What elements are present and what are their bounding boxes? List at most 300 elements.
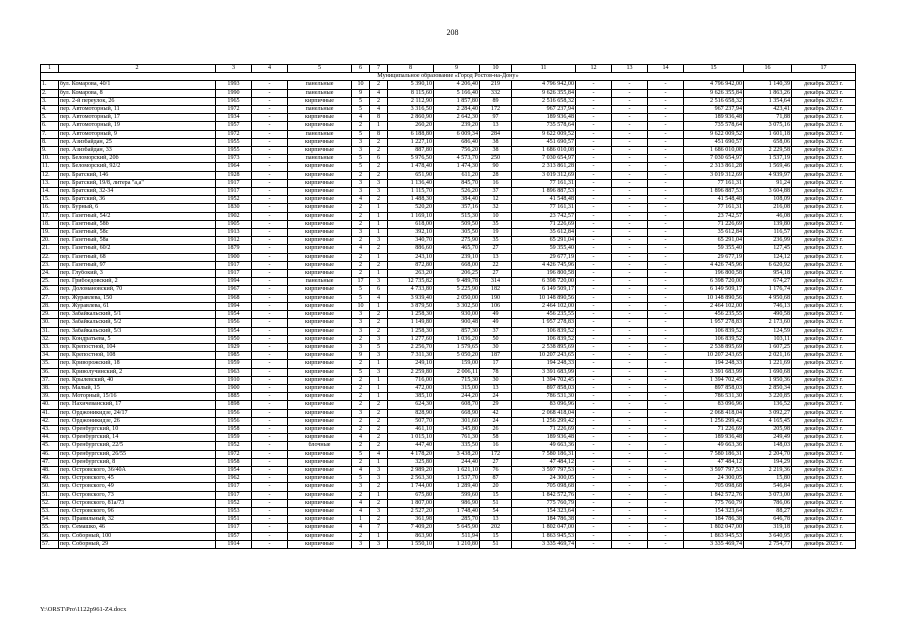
address: пер. Островского, 73: [59, 491, 216, 499]
build-year: 1950: [216, 335, 252, 343]
residents: 32: [480, 204, 512, 212]
floors: 4: [352, 524, 370, 532]
residents: 24: [480, 417, 512, 425]
col-12: -: [576, 138, 612, 146]
entrances: 2: [370, 319, 388, 327]
col-4: -: [252, 343, 288, 351]
row-number: 30.: [41, 319, 59, 327]
cost-per-sqm: 249,49: [744, 434, 792, 442]
entrances: 2: [370, 425, 388, 433]
col-14: -: [648, 524, 684, 532]
residents: 13: [480, 253, 512, 261]
col-13: -: [612, 147, 648, 155]
wall-material: кирпичные: [288, 97, 352, 105]
total-area: 8 115,60: [388, 89, 434, 97]
cost-sum: 106 839,52: [684, 327, 744, 335]
cost-sum: 189 936,48: [684, 434, 744, 442]
row-number: 16.: [41, 204, 59, 212]
total-area: 1 227,10: [388, 138, 434, 146]
build-year: 1917: [216, 261, 252, 269]
wall-material: кирпичные: [288, 319, 352, 327]
col-13: -: [612, 138, 648, 146]
cost-per-sqm: 1 607,25: [744, 343, 792, 351]
cost-per-sqm: 1 569,46: [744, 163, 792, 171]
col-4: -: [252, 384, 288, 392]
build-year: 1914: [216, 540, 252, 548]
entrances: 3: [370, 368, 388, 376]
wall-material: кирпичные: [288, 524, 352, 532]
residents: 38: [480, 138, 512, 146]
total-cost: 775 760,79: [512, 499, 576, 507]
cost-sum: 1 394 702,45: [684, 376, 744, 384]
residents: 20: [480, 483, 512, 491]
residents: 50: [480, 335, 512, 343]
col-14: -: [648, 491, 684, 499]
total-area: 828,90: [388, 409, 434, 417]
cost-per-sqm: 1 863,26: [744, 89, 792, 97]
col-14: -: [648, 81, 684, 89]
deadline: декабрь 2023 г.: [792, 393, 856, 401]
living-area: 715,30: [434, 376, 480, 384]
floors: 9: [352, 89, 370, 97]
living-area: 239,20: [434, 122, 480, 130]
col-14: -: [648, 229, 684, 237]
col-13: -: [612, 245, 648, 253]
cost-per-sqm: 46,08: [744, 212, 792, 220]
cost-per-sqm: 786,06: [744, 499, 792, 507]
floors: 3: [352, 409, 370, 417]
residents: 29: [480, 401, 512, 409]
residents: 15: [480, 491, 512, 499]
entrances: 1: [370, 302, 388, 310]
build-year: 1952: [216, 442, 252, 450]
living-area: 285,70: [434, 516, 480, 524]
cost-sum: 3 391 683,99: [684, 368, 744, 376]
total-area: 651,90: [388, 171, 434, 179]
table-row: [41, 229, 856, 237]
deadline: декабрь 2023 г.: [792, 532, 856, 540]
cost-sum: 189 936,48: [684, 114, 744, 122]
floors: 4: [352, 507, 370, 515]
address: пер. Газетный, 60/2: [59, 245, 216, 253]
residents: 97: [480, 114, 512, 122]
build-year: 1956: [216, 417, 252, 425]
entrances: 1: [370, 253, 388, 261]
floors: 17: [352, 278, 370, 286]
cost-per-sqm: 15,80: [744, 475, 792, 483]
address: пер. Островского, 36/40А: [59, 466, 216, 474]
build-year: 1910: [216, 376, 252, 384]
build-year: 1957: [216, 532, 252, 540]
address: пер. Моторный, 15/16: [59, 393, 216, 401]
floors: 9: [352, 352, 370, 360]
entrances: 8: [370, 130, 388, 138]
living-area: 1 579,65: [434, 343, 480, 351]
col-4: -: [252, 138, 288, 146]
col-14: -: [648, 393, 684, 401]
col-12: -: [576, 450, 612, 458]
deadline: декабрь 2023 г.: [792, 114, 856, 122]
cost-sum: 10 148 890,56: [684, 294, 744, 302]
col-13: -: [612, 466, 648, 474]
deadline: декабрь 2023 г.: [792, 286, 856, 294]
total-cost: 71 226,69: [512, 425, 576, 433]
cost-sum: 10 207 243,65: [684, 352, 744, 360]
total-cost: 705 098,68: [512, 483, 576, 491]
total-area: 1 149,80: [388, 319, 434, 327]
residents: 30: [480, 343, 512, 351]
col-4: -: [252, 253, 288, 261]
residents: 172: [480, 450, 512, 458]
table-row: [41, 516, 856, 524]
wall-material: кирпичные: [288, 327, 352, 335]
col-12: -: [576, 261, 612, 269]
col-12: -: [576, 106, 612, 114]
total-area: 7 311,30: [388, 352, 434, 360]
cost-sum: 451 690,57: [684, 138, 744, 146]
column-number: 7: [370, 65, 388, 73]
build-year: 1952: [216, 499, 252, 507]
cost-sum: 6 149 509,17: [684, 286, 744, 294]
col-12: -: [576, 352, 612, 360]
row-number: 27.: [41, 294, 59, 302]
residents: 51: [480, 540, 512, 548]
row-number: 56.: [41, 532, 59, 540]
build-year: 1964: [216, 163, 252, 171]
total-cost: 23 742,57: [512, 212, 576, 220]
col-14: -: [648, 261, 684, 269]
address: пер. Газетный, 54/2: [59, 212, 216, 220]
build-year: 1917: [216, 491, 252, 499]
col-13: -: [612, 458, 648, 466]
col-4: -: [252, 360, 288, 368]
entrances: 2: [370, 196, 388, 204]
table-row: [41, 294, 856, 302]
total-area: 361,98: [388, 516, 434, 524]
col-13: -: [612, 540, 648, 548]
cost-sum: 184 786,38: [684, 516, 744, 524]
build-year: 1917: [216, 483, 252, 491]
build-year: 1958: [216, 458, 252, 466]
column-number: 15: [684, 65, 744, 73]
address: пер. Азизбайдан, 33: [59, 147, 216, 155]
row-number: 8.: [41, 138, 59, 146]
total-cost: 49 663,36: [512, 442, 576, 450]
deadline: декабрь 2023 г.: [792, 147, 856, 155]
table-row: [41, 179, 856, 187]
build-year: 1954: [216, 466, 252, 474]
deadline: декабрь 2023 г.: [792, 499, 856, 507]
col-4: -: [252, 450, 288, 458]
col-4: -: [252, 196, 288, 204]
wall-material: кирпичные: [288, 507, 352, 515]
address: пер. Малый, 15: [59, 384, 216, 392]
cost-per-sqm: 148,03: [744, 442, 792, 450]
row-number: 10.: [41, 155, 59, 163]
residents: 28: [480, 171, 512, 179]
col-13: -: [612, 384, 648, 392]
col-13: -: [612, 368, 648, 376]
col-4: -: [252, 376, 288, 384]
floors: 5: [352, 368, 370, 376]
deadline: декабрь 2023 г.: [792, 171, 856, 179]
table-row: [41, 220, 856, 228]
total-area: 520,20: [388, 204, 434, 212]
residents: 38: [480, 147, 512, 155]
living-area: 845,70: [434, 179, 480, 187]
cost-per-sqm: 674,27: [744, 278, 792, 286]
row-number: 54.: [41, 516, 59, 524]
col-4: -: [252, 409, 288, 417]
col-14: -: [648, 147, 684, 155]
entrances: 2: [370, 138, 388, 146]
row-number: 44.: [41, 434, 59, 442]
col-13: -: [612, 286, 648, 294]
floors: 5: [352, 155, 370, 163]
col-12: -: [576, 278, 612, 286]
col-14: -: [648, 335, 684, 343]
col-13: -: [612, 409, 648, 417]
build-year: 1957: [216, 122, 252, 130]
total-area: 392,10: [388, 229, 434, 237]
total-cost: 2 313 861,28: [512, 163, 576, 171]
floors: 10: [352, 81, 370, 89]
col-13: -: [612, 343, 648, 351]
deadline: декабрь 2023 г.: [792, 106, 856, 114]
deadline: декабрь 2023 г.: [792, 311, 856, 319]
address: пер. Доломановский, 70: [59, 286, 216, 294]
residents: 187: [480, 352, 512, 360]
table-row: [41, 302, 856, 310]
wall-material: панельные: [288, 81, 352, 89]
address: пер. Забайкальский, 5/2: [59, 319, 216, 327]
col-14: -: [648, 97, 684, 105]
total-cost: 189 936,48: [512, 114, 576, 122]
row-number: 19.: [41, 229, 59, 237]
col-4: -: [252, 499, 288, 507]
total-area: 385,10: [388, 393, 434, 401]
col-4: -: [252, 393, 288, 401]
col-14: -: [648, 475, 684, 483]
cost-sum: 735 578,64: [684, 122, 744, 130]
wall-material: кирпичные: [288, 376, 352, 384]
total-area: 5 976,50: [388, 155, 434, 163]
address: пер. Семашко, 46: [59, 524, 216, 532]
col-12: -: [576, 253, 612, 261]
total-cost: 4 426 745,96: [512, 261, 576, 269]
floors: 2: [352, 212, 370, 220]
row-number: 45.: [41, 442, 59, 450]
col-12: -: [576, 319, 612, 327]
deadline: декабрь 2023 г.: [792, 89, 856, 97]
residents: 13: [480, 516, 512, 524]
living-area: 206,25: [434, 270, 480, 278]
col-14: -: [648, 220, 684, 228]
total-area: 263,20: [388, 270, 434, 278]
living-area: 1 474,30: [434, 163, 480, 171]
cost-sum: 6 398 720,00: [684, 278, 744, 286]
floors: 3: [352, 327, 370, 335]
wall-material: кирпичные: [288, 220, 352, 228]
total-area: 325,80: [388, 458, 434, 466]
col-12: -: [576, 122, 612, 130]
floors: 2: [352, 401, 370, 409]
deadline: декабрь 2023 г.: [792, 188, 856, 196]
total-cost: 59 355,40: [512, 245, 576, 253]
deadline: декабрь 2023 г.: [792, 524, 856, 532]
total-cost: 77 161,31: [512, 204, 576, 212]
row-number: 57.: [41, 540, 59, 548]
cost-per-sqm: 124,12: [744, 253, 792, 261]
entrances: 2: [370, 516, 388, 524]
build-year: 1905: [216, 220, 252, 228]
cost-sum: 897 858,03: [684, 384, 744, 392]
col-12: -: [576, 343, 612, 351]
build-year: 1898: [216, 401, 252, 409]
col-13: -: [612, 401, 648, 409]
row-number: 46.: [41, 450, 59, 458]
col-13: -: [612, 311, 648, 319]
living-area: 5 645,90: [434, 524, 480, 532]
residents: 202: [480, 524, 512, 532]
col-14: -: [648, 253, 684, 261]
table-row: [41, 343, 856, 351]
address: пер. Газетный, 58б: [59, 220, 216, 228]
deadline: декабрь 2023 г.: [792, 450, 856, 458]
cost-per-sqm: 319,18: [744, 524, 792, 532]
deadline: декабрь 2023 г.: [792, 294, 856, 302]
total-area: 886,60: [388, 245, 434, 253]
row-number: 32.: [41, 335, 59, 343]
col-12: -: [576, 360, 612, 368]
residents: 26: [480, 425, 512, 433]
col-14: -: [648, 204, 684, 212]
residents: 16: [480, 442, 512, 450]
entrances: 1: [370, 491, 388, 499]
build-year: 1900: [216, 253, 252, 261]
cost-sum: 9 626 355,84: [684, 89, 744, 97]
residents: 54: [480, 507, 512, 515]
total-cost: 106 839,52: [512, 335, 576, 343]
cost-per-sqm: 423,41: [744, 106, 792, 114]
cost-per-sqm: 2 850,34: [744, 384, 792, 392]
floors: 3: [352, 188, 370, 196]
row-number: 5.: [41, 114, 59, 122]
entrances: 3: [370, 188, 388, 196]
col-4: -: [252, 130, 288, 138]
residents: 15: [480, 532, 512, 540]
col-13: -: [612, 237, 648, 245]
table-row: [41, 335, 856, 343]
row-number: 22.: [41, 253, 59, 261]
deadline: декабрь 2023 г.: [792, 475, 856, 483]
wall-material: кирпичные: [288, 483, 352, 491]
address: пер. Соборный, 29: [59, 540, 216, 548]
total-area: 1 277,60: [388, 335, 434, 343]
floors: 5: [352, 450, 370, 458]
total-area: 1 258,30: [388, 311, 434, 319]
col-4: -: [252, 442, 288, 450]
column-number: 12: [576, 65, 612, 73]
living-area: 5 050,20: [434, 352, 480, 360]
col-14: -: [648, 360, 684, 368]
living-area: 900,48: [434, 319, 480, 327]
col-13: -: [612, 114, 648, 122]
column-number: 4: [252, 65, 288, 73]
table-row: [41, 122, 856, 130]
wall-material: кирпичные: [288, 335, 352, 343]
residents: 37: [480, 327, 512, 335]
total-cost: 897 858,03: [512, 384, 576, 392]
cost-sum: 23 742,57: [684, 212, 744, 220]
col-12: -: [576, 524, 612, 532]
table-row: [41, 417, 856, 425]
col-4: -: [252, 147, 288, 155]
address: пер. Газетный, 58с: [59, 229, 216, 237]
cost-sum: 1 802 047,00: [684, 524, 744, 532]
total-cost: 10 207 243,65: [512, 352, 576, 360]
wall-material: кирпичные: [288, 409, 352, 417]
living-area: 345,80: [434, 425, 480, 433]
residents: 49: [480, 319, 512, 327]
col-12: -: [576, 237, 612, 245]
living-area: 357,16: [434, 204, 480, 212]
address: пер. Журавлева, 150: [59, 294, 216, 302]
row-number: 37.: [41, 376, 59, 384]
living-area: 315,00: [434, 384, 480, 392]
table-row: [41, 245, 856, 253]
total-cost: 1 802 047,00: [512, 524, 576, 532]
entrances: 1: [370, 393, 388, 401]
residents: 10: [480, 212, 512, 220]
build-year: 1954: [216, 311, 252, 319]
floors: 5: [352, 286, 370, 294]
floors: 4: [352, 499, 370, 507]
total-area: 1 015,10: [388, 434, 434, 442]
floors: 2: [352, 261, 370, 269]
total-area: 507,70: [388, 417, 434, 425]
wall-material: кирпичные: [288, 499, 352, 507]
floors: 2: [352, 237, 370, 245]
cost-sum: 3 597 797,53: [684, 466, 744, 474]
col-4: -: [252, 155, 288, 163]
cost-per-sqm: 658,06: [744, 138, 792, 146]
cost-sum: 4 796 942,00: [684, 81, 744, 89]
total-cost: 1 394 702,45: [512, 376, 576, 384]
wall-material: кирпичные: [288, 270, 352, 278]
residents: 42: [480, 409, 512, 417]
table-row: [41, 253, 856, 261]
total-area: 2 112,90: [388, 97, 434, 105]
total-cost: 9 622 009,52: [512, 130, 576, 138]
wall-material: кирпичные: [288, 384, 352, 392]
row-number: 49.: [41, 475, 59, 483]
col-4: -: [252, 212, 288, 220]
col-13: -: [612, 524, 648, 532]
total-cost: 2 538 895,69: [512, 343, 576, 351]
deadline: декабрь 2023 г.: [792, 270, 856, 278]
cost-per-sqm: 2 754,77: [744, 540, 792, 548]
address: пер. Газетный, 58а: [59, 237, 216, 245]
cost-per-sqm: 646,78: [744, 516, 792, 524]
living-area: 686,40: [434, 138, 480, 146]
cost-sum: 24 300,05: [684, 475, 744, 483]
col-4: -: [252, 114, 288, 122]
living-area: 2 284,40: [434, 106, 480, 114]
col-14: -: [648, 106, 684, 114]
col-4: -: [252, 278, 288, 286]
table-row: [41, 163, 856, 171]
